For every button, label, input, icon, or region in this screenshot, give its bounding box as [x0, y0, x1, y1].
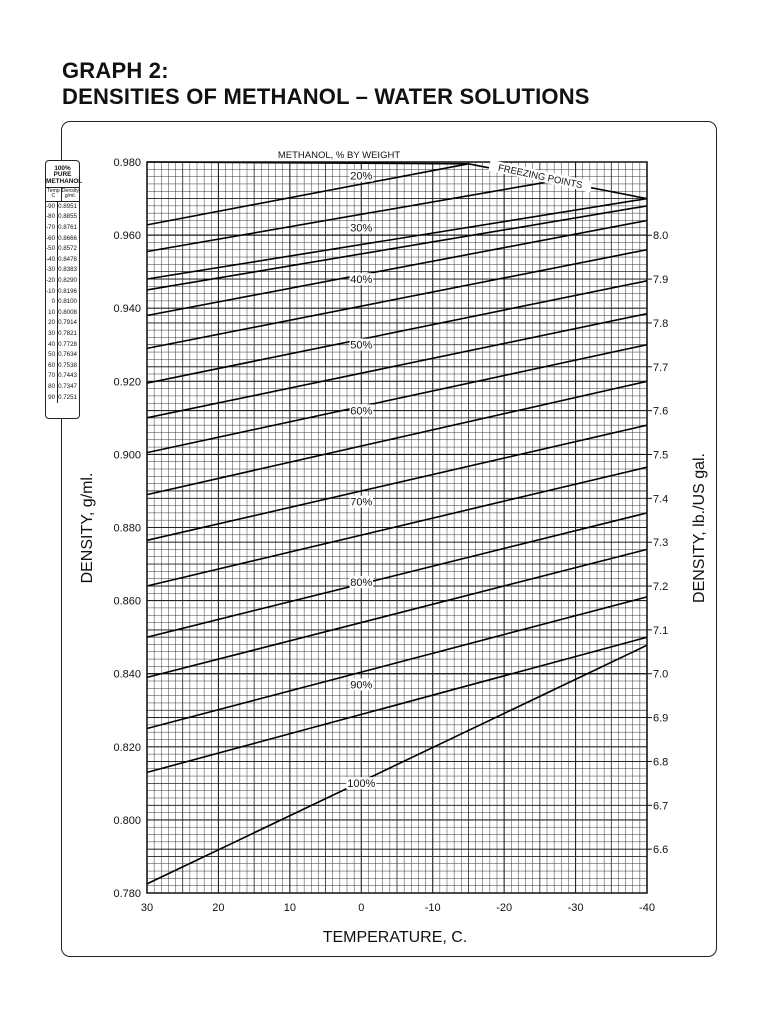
col-density-line1: Density [61, 188, 79, 195]
col-density-header [62, 188, 79, 200]
series-label: 100% [347, 778, 376, 791]
y-tick-label: 0.840 [113, 668, 141, 681]
table-cell-density: 0.8008 [58, 308, 77, 316]
series-label: 20% [350, 170, 373, 183]
table-cell-density: 0.7634 [58, 351, 77, 359]
y-tick-label: 0.960 [113, 230, 141, 243]
table-cell-density: 0.8196 [58, 287, 77, 295]
table-row [46, 361, 79, 372]
table-cell-density: 0.7538 [58, 361, 77, 369]
table-row [46, 297, 79, 308]
table-row [46, 276, 79, 287]
x-tick-label: 30 [140, 902, 154, 914]
y2-tick-label: 7.8 [653, 317, 669, 330]
table-row [46, 265, 79, 276]
table-row [46, 350, 79, 361]
table-row [46, 308, 79, 319]
table-cell-density: 0.8100 [58, 298, 77, 306]
chart-title: METHANOL, % BY WEIGHT [277, 150, 401, 161]
y2-tick-label: 6.8 [653, 756, 669, 769]
y2-tick-label: 6.9 [653, 712, 669, 725]
y2-tick-label: 8.0 [653, 230, 669, 243]
y2-tick-label: 7.1 [653, 624, 669, 637]
x-axis-title: TEMPERATURE, C. [322, 929, 468, 946]
table-cell-temp: -90 [46, 202, 58, 213]
x-tick-label: -40 [639, 902, 655, 914]
table-cell-temp: -10 [46, 286, 58, 297]
table-cell-temp: -20 [46, 276, 58, 287]
table-cell-density: 0.8855 [58, 213, 77, 221]
table-row [46, 382, 79, 393]
table-row [46, 233, 79, 244]
table-cell-temp: 70 [46, 371, 58, 382]
x-tick-label: 10 [283, 902, 296, 914]
y-tick-label: 0.920 [113, 376, 141, 389]
y2-tick-label: 7.9 [653, 274, 669, 287]
table-cell-density: 0.8951 [58, 202, 77, 210]
y2-tick-label: 7.2 [653, 581, 669, 594]
table-row [46, 255, 79, 266]
table-cell-density: 0.8761 [58, 224, 77, 231]
series-label: 90% [350, 679, 373, 692]
y2-tick-label: 7.4 [653, 493, 669, 506]
page-title: DENSITIES OF METHANOL – WATER SOLUTIONS [62, 84, 590, 109]
y-tick-label: 0.820 [113, 741, 141, 754]
x-tick-label: 20 [212, 902, 225, 914]
table-cell-density: 0.8666 [58, 234, 77, 242]
y2-tick-label: 7.7 [653, 361, 669, 374]
table-cell-temp: 80 [46, 382, 58, 393]
table-cell-density: 0.8290 [58, 276, 77, 284]
col-temp-line2: C [51, 193, 56, 200]
table-cell-density: 0.7347 [58, 382, 77, 390]
table-cell-temp: 90 [46, 392, 58, 403]
table-cell-density: 0.8383 [58, 266, 77, 274]
table-cell-temp: -80 [46, 212, 58, 223]
col-density-line2: g/ml. [64, 193, 76, 200]
table-cell-temp: 30 [46, 329, 58, 340]
table-cell-temp: -30 [46, 265, 58, 276]
table-body [46, 202, 79, 403]
table-cell-density: 0.8478 [58, 255, 77, 263]
y-tick-label: 0.900 [113, 449, 141, 462]
y-tick-label: 0.940 [113, 303, 141, 316]
x-tick-label: 0 [358, 902, 365, 914]
freezing-points-label: FREEZING POINTS [496, 162, 584, 192]
table-cell-temp: -70 [46, 223, 58, 234]
grid [147, 162, 647, 893]
x-tick-label: -10 [424, 902, 441, 914]
col-temp-header [46, 188, 62, 200]
table-row [46, 244, 79, 255]
table-title-line1: 100% PURE [53, 165, 72, 179]
y-axis-title: DENSITY, g/ml. [79, 472, 96, 584]
table-row [46, 329, 79, 340]
table-cell-density: 0.7914 [58, 319, 77, 327]
table-row [46, 212, 79, 223]
series-label: 60% [350, 405, 373, 418]
table-row [46, 339, 79, 350]
table-row [46, 286, 79, 297]
table-cell-temp: -60 [46, 233, 58, 244]
pure-methanol-table [45, 160, 83, 419]
series-label: 30% [350, 222, 373, 235]
y2-tick-label: 6.6 [653, 844, 669, 857]
table-cell-temp: -40 [46, 255, 58, 266]
table-cell-temp: 50 [46, 350, 58, 361]
x-tick-label: -30 [567, 902, 584, 914]
y2-tick-label: 7.0 [653, 668, 669, 681]
table-title-line2: METHANOL [46, 177, 83, 185]
table-cell-temp: 20 [46, 318, 58, 329]
table-row [46, 371, 79, 382]
graph-number: GRAPH 2: [62, 58, 169, 83]
series-label: 50% [350, 339, 373, 352]
table-cell-density: 0.7251 [58, 393, 77, 401]
y-tick-label: 0.880 [113, 522, 141, 535]
y2-axis-title: DENSITY, lb./US gal. [691, 453, 708, 603]
table-cell-temp: 0 [46, 297, 58, 308]
col-temp-line1: Temp [47, 188, 60, 195]
y2-tick-label: 7.6 [653, 405, 669, 418]
y-tick-label: 0.980 [113, 157, 141, 169]
table-cell-temp: 10 [46, 308, 58, 319]
table-row [46, 392, 79, 403]
series-line-c1 [147, 164, 468, 225]
table-cell-temp: -50 [46, 244, 58, 255]
table-cell-density: 0.7821 [58, 329, 77, 337]
y2-tick-label: 7.3 [653, 537, 669, 550]
table-cell-density: 0.7728 [58, 340, 77, 348]
x-tick-label: -20 [496, 902, 513, 914]
table-cell-density: 0.8572 [58, 245, 77, 253]
table-cell-temp: 40 [46, 339, 58, 350]
series-label: 80% [350, 577, 373, 590]
y-tick-label: 0.860 [113, 595, 141, 608]
table-cell-density: 0.7443 [58, 372, 77, 380]
y-tick-label: 0.800 [113, 814, 141, 827]
y-tick-label: 0.780 [113, 888, 141, 900]
table-row [46, 202, 79, 213]
series-label: 70% [350, 496, 373, 509]
y2-tick-label: 7.5 [653, 449, 669, 462]
table-row [46, 223, 79, 234]
table-cell-temp: 60 [46, 361, 58, 372]
table-row [46, 318, 79, 329]
series-label: 40% [350, 274, 373, 287]
y2-tick-label: 6.7 [653, 800, 669, 813]
